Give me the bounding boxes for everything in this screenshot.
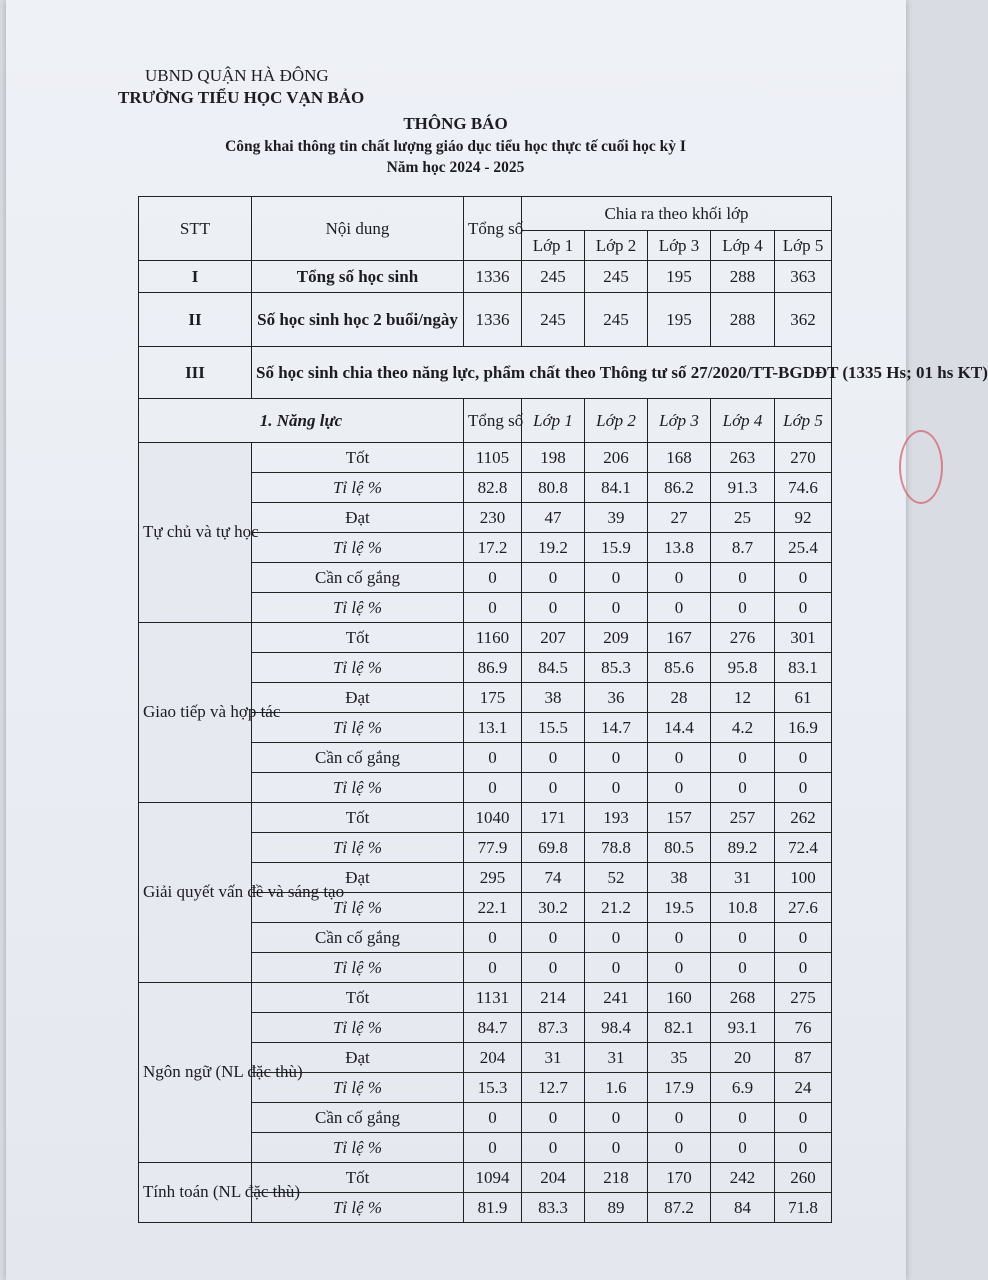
cell-value: 218 — [585, 1163, 648, 1193]
cell-value: 170 — [648, 1163, 711, 1193]
cell-value: 0 — [585, 563, 648, 593]
cell-value: 262 — [775, 803, 832, 833]
cell-value: 0 — [711, 1133, 775, 1163]
cell-value: 17.2 — [464, 533, 522, 563]
cell-value: 245 — [585, 261, 648, 293]
row-label: Tỉ lệ % — [252, 893, 464, 923]
cell-value: 288 — [711, 293, 775, 347]
cell-value: 1040 — [464, 803, 522, 833]
cell-value: 0 — [585, 593, 648, 623]
cell-value: 28 — [648, 683, 711, 713]
row-label: Đạt — [252, 1043, 464, 1073]
group-name: Giao tiếp và hợp tác — [139, 623, 252, 803]
row-label: Số học sinh chia theo năng lực, phẩm chất theo Thông tư số 27/2020/TT-BGDĐT (1335 Hs; 01 hs KT) — [252, 347, 832, 399]
cell-value: 80.8 — [522, 473, 585, 503]
cell-value: 52 — [585, 863, 648, 893]
cell-value: 242 — [711, 1163, 775, 1193]
cell-value: 83.3 — [522, 1193, 585, 1223]
row-label: Tốt — [252, 983, 464, 1013]
cell-value: 25.4 — [775, 533, 832, 563]
row-label: Tốt — [252, 623, 464, 653]
cell-value: 76 — [775, 1013, 832, 1043]
row-stt: III — [139, 347, 252, 399]
cell-value: 0 — [585, 743, 648, 773]
cell-value: 39 — [585, 503, 648, 533]
cell-value: 0 — [585, 1103, 648, 1133]
cell-value: 288 — [711, 261, 775, 293]
cell-value: 0 — [585, 773, 648, 803]
header-grade: Lớp 2 — [585, 231, 648, 261]
cell-value: 206 — [585, 443, 648, 473]
cell-value: 10.8 — [711, 893, 775, 923]
cell-value: 0 — [648, 593, 711, 623]
cell-value: 0 — [775, 953, 832, 983]
cell-value: 35 — [648, 1043, 711, 1073]
cell-value: 241 — [585, 983, 648, 1013]
cell-value: 168 — [648, 443, 711, 473]
row-label: Tỉ lệ % — [252, 833, 464, 863]
cell-value: 0 — [522, 1133, 585, 1163]
cell-value: 0 — [711, 1103, 775, 1133]
red-stamp — [899, 430, 943, 504]
row-label: Tỉ lệ % — [252, 1073, 464, 1103]
cell-value: 82.1 — [648, 1013, 711, 1043]
cell-value: 13.8 — [648, 533, 711, 563]
cell-value: 0 — [711, 563, 775, 593]
cell-value: 362 — [775, 293, 832, 347]
table-row — [139, 803, 832, 833]
quality-table — [138, 196, 988, 1223]
cell-value: 0 — [522, 593, 585, 623]
row-label: Tốt — [252, 1163, 464, 1193]
row-label: Tốt — [252, 443, 464, 473]
cell-value: 198 — [522, 443, 585, 473]
group-name: Tính toán (NL đặc thù) — [139, 1163, 252, 1223]
cell-value: 31 — [585, 1043, 648, 1073]
cell-value: 0 — [585, 923, 648, 953]
cell-value: 0 — [585, 953, 648, 983]
cell-value: 0 — [775, 1133, 832, 1163]
row-label: Cần cố gắng — [252, 743, 464, 773]
cell-value: 295 — [464, 863, 522, 893]
cell-value: 245 — [522, 293, 585, 347]
cell-value: 38 — [522, 683, 585, 713]
cell-value: 74.6 — [775, 473, 832, 503]
cell-value: 61 — [775, 683, 832, 713]
row-label: Tỉ lệ % — [252, 653, 464, 683]
group-name: Ngôn ngữ (NL đặc thù) — [139, 983, 252, 1163]
cell-value: 0 — [711, 773, 775, 803]
table-row — [139, 347, 832, 399]
cell-value: 31 — [522, 1043, 585, 1073]
header-grade: Lớp 4 — [711, 231, 775, 261]
cell-value: 195 — [648, 261, 711, 293]
cell-value: 0 — [464, 593, 522, 623]
cell-value: 214 — [522, 983, 585, 1013]
row-label: Cần cố gắng — [252, 563, 464, 593]
cell-value: 0 — [648, 1133, 711, 1163]
cell-value: 0 — [648, 563, 711, 593]
cell-value: 85.3 — [585, 653, 648, 683]
cell-value: 1131 — [464, 983, 522, 1013]
cell-value: 84.1 — [585, 473, 648, 503]
cell-value: 0 — [775, 923, 832, 953]
row-label: Cần cố gắng — [252, 1103, 464, 1133]
cell-value: 87.3 — [522, 1013, 585, 1043]
cell-value: 157 — [648, 803, 711, 833]
cell-value: 80.5 — [648, 833, 711, 863]
cell-value: 84.7 — [464, 1013, 522, 1043]
cell-value: 245 — [522, 261, 585, 293]
cell-value: 21.2 — [585, 893, 648, 923]
cell-value: 16.9 — [775, 713, 832, 743]
cell-value: 207 — [522, 623, 585, 653]
cell-value: 0 — [522, 773, 585, 803]
cell-value: 260 — [775, 1163, 832, 1193]
cell-value: 6.9 — [711, 1073, 775, 1103]
cell-value: 275 — [775, 983, 832, 1013]
cell-value: 30.2 — [522, 893, 585, 923]
cell-value: 204 — [464, 1043, 522, 1073]
cell-value: 0 — [775, 593, 832, 623]
table-row — [139, 443, 832, 473]
cell-value: 0 — [464, 1133, 522, 1163]
cell-value: 209 — [585, 623, 648, 653]
cell-value: 301 — [775, 623, 832, 653]
header-total: Tổng số — [464, 197, 522, 261]
cell-value: 89.2 — [711, 833, 775, 863]
cell-value: 1094 — [464, 1163, 522, 1193]
cell-value: 84.5 — [522, 653, 585, 683]
cell-value: 204 — [522, 1163, 585, 1193]
cell-value: 1336 — [464, 261, 522, 293]
cell-value: 36 — [585, 683, 648, 713]
table-row — [139, 261, 832, 293]
cell-value: 171 — [522, 803, 585, 833]
cell-value: 0 — [775, 773, 832, 803]
cell-value: 92 — [775, 503, 832, 533]
header-grade: Lớp 3 — [648, 231, 711, 261]
cell-value: 160 — [648, 983, 711, 1013]
table-row — [139, 623, 832, 653]
cell-value: 12 — [711, 683, 775, 713]
cell-value: 15.5 — [522, 713, 585, 743]
cell-value: 98.4 — [585, 1013, 648, 1043]
cell-value: 270 — [775, 443, 832, 473]
cell-value: 17.9 — [648, 1073, 711, 1103]
cell-value: 72.4 — [775, 833, 832, 863]
cell-value: 257 — [711, 803, 775, 833]
cell-value: 1336 — [464, 293, 522, 347]
section-grade-header: Lớp 2 — [585, 399, 648, 443]
row-label: Tỉ lệ % — [252, 473, 464, 503]
cell-value: 0 — [464, 773, 522, 803]
section-total-header: Tổng số — [464, 399, 522, 443]
cell-value: 0 — [464, 743, 522, 773]
cell-value: 14.4 — [648, 713, 711, 743]
cell-value: 22.1 — [464, 893, 522, 923]
row-label: Tỉ lệ % — [252, 773, 464, 803]
cell-value: 82.8 — [464, 473, 522, 503]
cell-value: 24 — [775, 1073, 832, 1103]
cell-value: 77.9 — [464, 833, 522, 863]
row-label: Tổng số học sinh — [252, 261, 464, 293]
header-content: Nội dung — [252, 197, 464, 261]
row-label: Đạt — [252, 683, 464, 713]
document-subtitle: Công khai thông tin chất lượng giáo dục tiểu học thực tế cuối học kỳ I — [225, 138, 686, 155]
cell-value: 0 — [464, 1103, 522, 1133]
section-grade-header: Lớp 3 — [648, 399, 711, 443]
cell-value: 0 — [648, 773, 711, 803]
cell-value: 1105 — [464, 443, 522, 473]
organization-name: UBND QUẬN HÀ ĐÔNG — [145, 66, 329, 85]
cell-value: 95.8 — [711, 653, 775, 683]
row-label: Tỉ lệ % — [252, 593, 464, 623]
cell-value: 86.9 — [464, 653, 522, 683]
cell-value: 91.3 — [711, 473, 775, 503]
cell-value: 0 — [464, 953, 522, 983]
school-year: Năm học 2024 - 2025 — [386, 159, 525, 176]
cell-value: 87.2 — [648, 1193, 711, 1223]
cell-value: 0 — [775, 1103, 832, 1133]
group-name: Tự chủ và tự học — [139, 443, 252, 623]
cell-value: 230 — [464, 503, 522, 533]
row-stt: I — [139, 261, 252, 293]
cell-value: 245 — [585, 293, 648, 347]
cell-value: 84 — [711, 1193, 775, 1223]
group-name: Giải quyết vấn đề và sáng tạo — [139, 803, 252, 983]
cell-value: 0 — [775, 743, 832, 773]
school-name: TRƯỜNG TIỂU HỌC VẠN BẢO — [118, 88, 365, 107]
section-title: 1. Năng lực — [139, 399, 464, 443]
cell-value: 0 — [648, 1103, 711, 1133]
section-grade-header: Lớp 1 — [522, 399, 585, 443]
cell-value: 27.6 — [775, 893, 832, 923]
row-label: Đạt — [252, 863, 464, 893]
cell-value: 100 — [775, 863, 832, 893]
cell-value: 8.7 — [711, 533, 775, 563]
cell-value: 0 — [585, 1133, 648, 1163]
cell-value: 0 — [648, 923, 711, 953]
cell-value: 85.6 — [648, 653, 711, 683]
cell-value: 15.9 — [585, 533, 648, 563]
cell-value: 363 — [775, 261, 832, 293]
cell-value: 0 — [464, 923, 522, 953]
document-title: THÔNG BÁO — [403, 114, 508, 133]
cell-value: 38 — [648, 863, 711, 893]
cell-value: 81.9 — [464, 1193, 522, 1223]
row-label: Đạt — [252, 503, 464, 533]
cell-value: 78.8 — [585, 833, 648, 863]
cell-value: 0 — [522, 923, 585, 953]
row-label: Tỉ lệ % — [252, 1193, 464, 1223]
cell-value: 15.3 — [464, 1073, 522, 1103]
row-label: Cần cố gắng — [252, 923, 464, 953]
cell-value: 167 — [648, 623, 711, 653]
cell-value: 0 — [464, 563, 522, 593]
cell-value: 31 — [711, 863, 775, 893]
header-grade: Lớp 1 — [522, 231, 585, 261]
cell-value: 0 — [711, 923, 775, 953]
cell-value: 27 — [648, 503, 711, 533]
header-grade: Lớp 5 — [775, 231, 832, 261]
row-label: Tỉ lệ % — [252, 1133, 464, 1163]
cell-value: 193 — [585, 803, 648, 833]
cell-value: 69.8 — [522, 833, 585, 863]
table-row — [139, 983, 832, 1013]
cell-value: 20 — [711, 1043, 775, 1073]
cell-value: 89 — [585, 1193, 648, 1223]
row-label: Số học sinh học 2 buổi/ngày — [252, 293, 464, 347]
section-grade-header: Lớp 4 — [711, 399, 775, 443]
cell-value: 1.6 — [585, 1073, 648, 1103]
table-row — [139, 1163, 832, 1193]
row-label: Tỉ lệ % — [252, 953, 464, 983]
cell-value: 12.7 — [522, 1073, 585, 1103]
cell-value: 175 — [464, 683, 522, 713]
cell-value: 0 — [522, 953, 585, 983]
cell-value: 0 — [711, 743, 775, 773]
cell-value: 0 — [711, 593, 775, 623]
cell-value: 14.7 — [585, 713, 648, 743]
cell-value: 0 — [522, 563, 585, 593]
row-label: Tỉ lệ % — [252, 533, 464, 563]
section-grade-header: Lớp 5 — [775, 399, 832, 443]
cell-value: 74 — [522, 863, 585, 893]
cell-value: 0 — [522, 1103, 585, 1133]
table-row — [139, 293, 832, 347]
cell-value: 25 — [711, 503, 775, 533]
cell-value: 47 — [522, 503, 585, 533]
cell-value: 0 — [775, 563, 832, 593]
cell-value: 19.2 — [522, 533, 585, 563]
cell-value: 13.1 — [464, 713, 522, 743]
cell-value: 71.8 — [775, 1193, 832, 1223]
cell-value: 276 — [711, 623, 775, 653]
header-split: Chia ra theo khối lớp — [522, 197, 832, 231]
cell-value: 195 — [648, 293, 711, 347]
cell-value: 0 — [711, 953, 775, 983]
section-header-row — [139, 399, 832, 443]
cell-value: 263 — [711, 443, 775, 473]
cell-value: 0 — [648, 743, 711, 773]
cell-value: 93.1 — [711, 1013, 775, 1043]
cell-value: 87 — [775, 1043, 832, 1073]
cell-value: 268 — [711, 983, 775, 1013]
cell-value: 19.5 — [648, 893, 711, 923]
cell-value: 0 — [522, 743, 585, 773]
row-label: Tỉ lệ % — [252, 713, 464, 743]
header-stt: STT — [139, 197, 252, 261]
row-stt: II — [139, 293, 252, 347]
cell-value: 83.1 — [775, 653, 832, 683]
cell-value: 0 — [648, 953, 711, 983]
cell-value: 1160 — [464, 623, 522, 653]
cell-value: 86.2 — [648, 473, 711, 503]
row-label: Tỉ lệ % — [252, 1013, 464, 1043]
row-label: Tốt — [252, 803, 464, 833]
cell-value: 4.2 — [711, 713, 775, 743]
